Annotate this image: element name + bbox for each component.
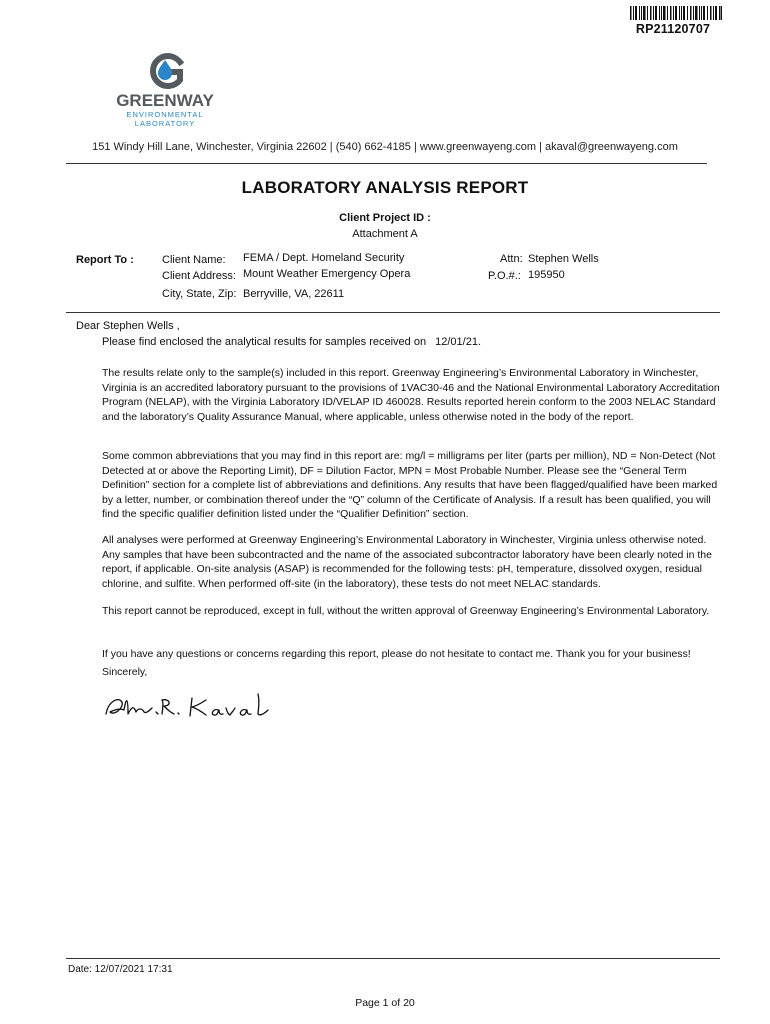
attn-label: Attn: <box>500 253 523 265</box>
footer-date: Date: 12/07/2021 17:31 <box>68 964 173 975</box>
client-name-label: Client Name: <box>162 254 226 266</box>
client-project-label: Client Project ID : <box>339 212 431 224</box>
report-id: RP21120707 <box>635 22 711 36</box>
client-name-value: FEMA / Dept. Homeland Security <box>243 252 405 264</box>
city-label: City, State, Zip: <box>162 288 237 300</box>
logo-line1: ENVIRONMENTAL <box>126 110 204 119</box>
logo-name: GREENWAY <box>116 91 214 110</box>
logo-line2: LABORATORY <box>134 119 196 128</box>
report-to-divider <box>66 312 720 313</box>
footer-divider <box>66 958 720 959</box>
logo-g-mark-icon <box>153 56 180 86</box>
barcode <box>630 6 722 20</box>
paragraph-analyses: All analyses were performed at Greenway Engineering’s Environmental Laboratory in Winchester, Virginia unless otherwise noted. Any samples that have been subcontracted and the name of the associated subcontractor laboratory have been clearly noted in the report, if applicable. On-site analysis (ASAP) is recommended for the following tests: pH, temperature, dissolved oxygen, residual chlorine, and sulfite. When performed off-site (in the laboratory), these tests do not meet NELAC standards. <box>102 534 712 590</box>
report-to-label: Report To : <box>76 254 134 266</box>
paragraph-contact: If you have any questions or concerns regarding this report, please do not hesitate to contact me. Thank you for your business! <box>102 648 691 660</box>
paragraph-abbreviations: Some common abbreviations that you may find in this report are: mg/l = milligrams per liter (parts per million), ND = Non-Detect (Not Detected at or above the Reporting Limit), DF = Dilution Factor, MPN = Most Probable Number. Please see the “General Term Definition” section for a complete list of abbreviations and definitions. Any results that have been flagged/qualified have been marked by a letter, number, or combination thereof under the “Q” column of the Certificate of Analysis. If a result has been qualified, you will find the specific qualifier definition listed under the “Qualifier Definition” section. <box>102 450 718 521</box>
received-line <box>102 336 481 348</box>
salutation: Dear Stephen Wells , <box>76 320 180 332</box>
header-divider <box>66 163 707 164</box>
greenway-logo <box>110 50 220 130</box>
attn-value: Stephen Wells <box>528 253 599 265</box>
paragraph-accreditation: The results relate only to the sample(s) included in this report. Greenway Engineering’s Environmental Laboratory in Winchester, Virginia is an accredited laboratory pursuant to the provisions of 1VAC30-46 and the National Environmental Laboratory Accreditation Program (NELAP), with the Virginia Laboratory ID/VELAP ID 460028. Results reported herein conform to the 2003 NELAC Standard and the laboratory’s Quality Assurance Manual, where applicable, unless otherwise noted in the body of the report. <box>102 367 720 423</box>
client-address-label: Client Address: <box>162 270 236 282</box>
po-label: P.O.#.: <box>488 270 521 282</box>
closing: Sincerely, <box>102 666 148 678</box>
received-date: 12/01/21. <box>435 336 482 348</box>
client-address-value: Mount Weather Emergency Opera <box>243 268 411 280</box>
client-project-value: Attachment A <box>352 228 418 240</box>
address-line: 151 Windy Hill Lane, Winchester, Virginia 22602 | (540) 662-4185 | www.greenwayeng.com | akaval@greenwayeng.com <box>92 141 678 153</box>
paragraph-reproduction: This report cannot be reproduced, except in full, without the written approval of Greenway Engineering’s Environmental Laboratory. <box>102 605 710 617</box>
signature <box>100 688 280 724</box>
city-value: Berryville, VA, 22611 <box>243 288 345 300</box>
received-intro: Please find enclosed the analytical results for samples received on <box>102 336 427 348</box>
page-title: LABORATORY ANALYSIS REPORT <box>241 178 529 197</box>
page-number: Page 1 of 20 <box>355 997 415 1009</box>
po-value: 195950 <box>528 269 565 281</box>
